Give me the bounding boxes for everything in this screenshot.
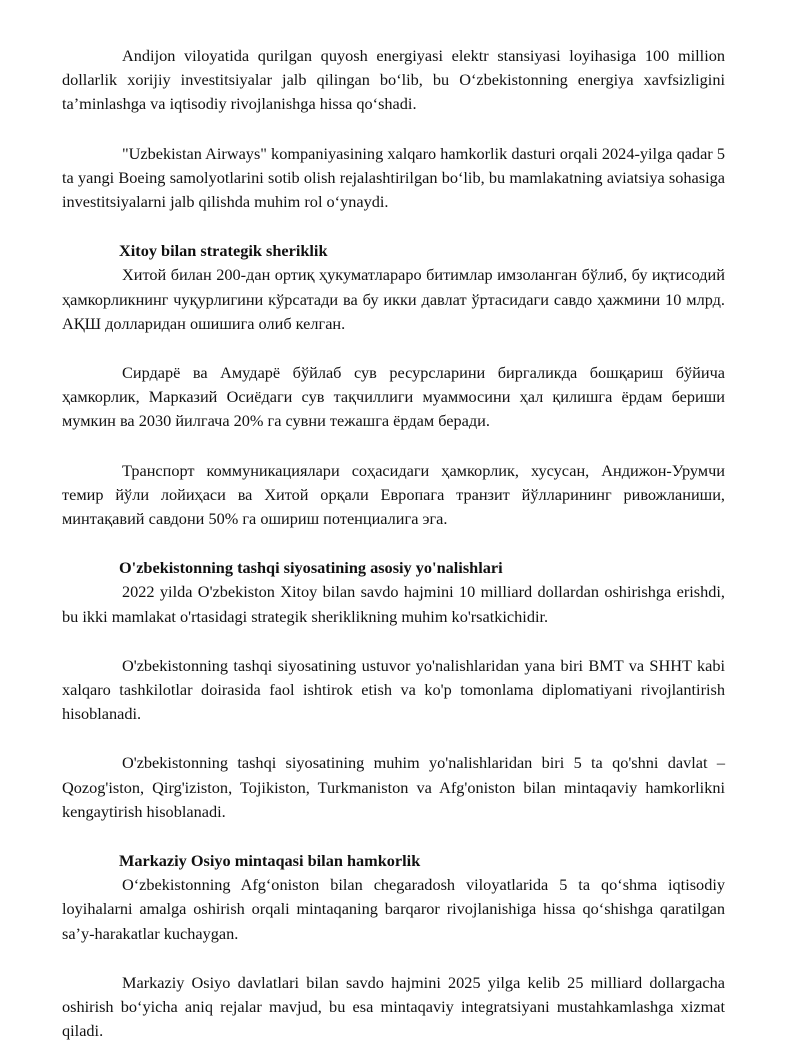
paragraph-trade-2025: Markaziy Osiyo davlatlari bilan savdo hajmini 2025 yilga kelib 25 milliard dollargacha oshirish boʻyicha aniq rejalar mavjud, bu esa mintaqaviy integratsiyani mustahkamlashga xizmat qiladi. bbox=[62, 972, 725, 1041]
section-heading-foreign-policy: O'zbekistonning tashqi siyosatining asosiy yo'nalishlari bbox=[119, 558, 503, 578]
paragraph-neighbors: O'zbekistonning tashqi siyosatining muhim yo'nalishlaridan biri 5 ta qo'shni davlat – Qozog'iston, Qirg'iziston, Tojikiston, Turkmaniston va Afg'oniston bilan mintaqaviy hamkorlikni kengaytirish hisoblanadi. bbox=[62, 753, 725, 821]
paragraph-trade-2022: 2022 yilda O'zbekiston Xitoy bilan savdo hajmini 10 milliard dollardan oshirishga erishdi, bu ikki mamlakat o'rtasidagi strategik sheriklikning muhim ko'rsatkichidir. bbox=[62, 582, 725, 626]
paragraph-uzbekistan-airways: "Uzbekistan Airways" kompaniyasining xalqaro hamkorlik dasturi orqali 2024-yilga qadar 5 ta yangi Boeing samolyotlarini sotib olish rejalashtirilgan boʻlib, bu mamlakatning aviatsiya sohasiga investitsiyalarni jalb qilishda muhim rol oʻynaydi. bbox=[62, 143, 725, 212]
section-heading-china: Xitoy bilan strategik sheriklik bbox=[119, 241, 328, 261]
paragraph-water-resources: Сирдарё ва Амударё бўйлаб сув ресурсларини биргаликда бошқариш бўйича ҳамкорлик, Марказий Осиёдаги сув тақчиллиги муаммосини ҳал қилишга ёрдам бериши мумкин ва 2030 йилгача 20% га сувни тежашга ёрдам беради. bbox=[62, 363, 725, 431]
document-page bbox=[62, 44, 725, 1044]
paragraph-afghanistan-projects: Oʻzbekistonning Afgʻoniston bilan chegaradosh viloyatlarida 5 ta qoʻshma iqtisodiy loyihalarni amalga oshirish orqali mintaqaning barqaror rivojlanishiga hissa qoʻshishga qaratilgan saʼy-harakatlar kuchaygan. bbox=[62, 875, 725, 943]
paragraph-transport: Транспорт коммуникациялари соҳасидаги ҳамкорлик, хусусан, Андижон-Урумчи темир йўли лойиҳаси ва Хитой орқали Европага транзит йўлларининг ривожланиши, минтақавий савдони 50% га ошириш потенциалига эга. bbox=[62, 460, 725, 529]
paragraph-china-agreements: Хитой билан 200-дан ортиқ ҳукуматлараро битимлар имзоланган бўлиб, бу иқтисодий ҳамкорликнинг чуқурлигини кўрсатади ва бу икки давлат ўртасидаги савдо ҳажмини 10 млрд. АҚШ долларидан ошишига олиб келган. bbox=[62, 265, 725, 333]
section-heading-central-asia: Markaziy Osiyo mintaqasi bilan hamkorlik bbox=[119, 851, 421, 871]
paragraph-andijon-solar: Andijon viloyatida qurilgan quyosh energiyasi elektr stansiyasi loyihasiga 100 million dollarlik xorijiy investitsiyalar jalb qilingan boʻlib, bu Oʻzbekistonning energiya xavfsizligini taʼminlashga va iqtisodiy rivojlanishga hissa qoʻshadi. bbox=[62, 46, 725, 114]
paragraph-bmt-shht: O'zbekistonning tashqi siyosatining ustuvor yo'nalishlaridan yana biri BMT va SHHT kabi xalqaro tashkilotlar doirasida faol ishtirok etish va ko'p tomonlama diplomatiyani rivojlantirish hisoblanadi. bbox=[62, 655, 725, 724]
